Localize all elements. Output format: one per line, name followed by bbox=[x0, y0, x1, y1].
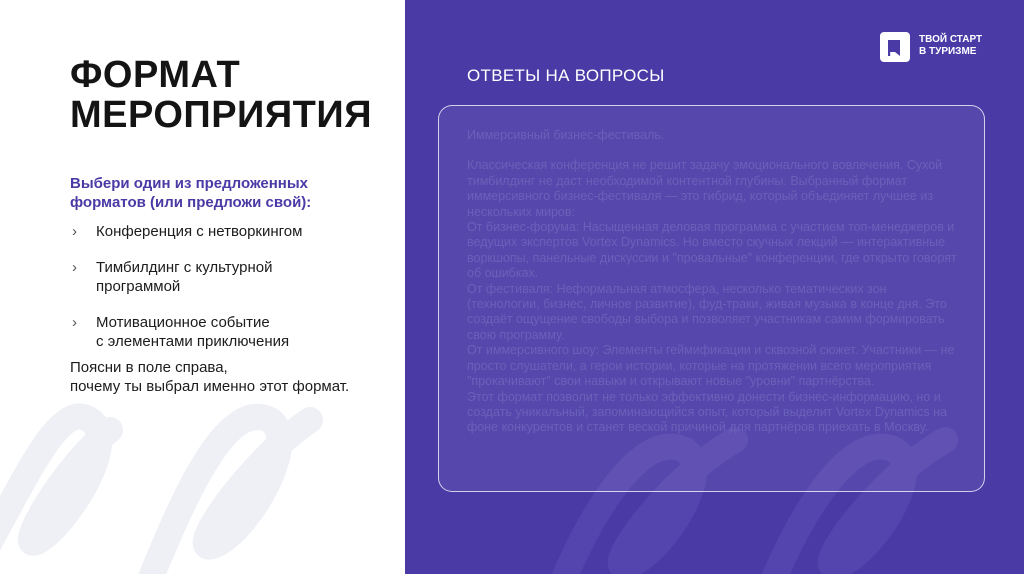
format-option-label: Конференция с нетворкингом bbox=[96, 223, 303, 240]
answer-text-field[interactable] bbox=[438, 105, 985, 492]
answer-point: От бизнес-форума: Насыщенная деловая программа с участием топ-менеджеров и ведущих экспертов Vortex Dynamics. Но вместо скучных лекций — интерактивные воркшопы, панельные дискуссии и "провальные" конференции, где открыто говорят об ошибках. bbox=[467, 220, 957, 281]
brand-logo-text bbox=[919, 34, 1019, 58]
brand-logo-line: В ТУРИЗМЕ bbox=[919, 46, 977, 57]
answer-intro: Иммерсивный бизнес-фестиваль. bbox=[467, 128, 665, 142]
answers-heading: ОТВЕТЫ НА ВОПРОСЫ bbox=[467, 66, 665, 85]
chevron-right-icon: › bbox=[72, 259, 77, 276]
format-options-list bbox=[70, 222, 380, 368]
answer-point: От иммерсивного шоу: Элементы геймификации и сквозной сюжет. Участники — не просто слушатели, а герои истории, которые на протяжении всего мероприятия "прокачивают" свои навыки и открывают новые "уровни" партнёрства. bbox=[467, 343, 955, 389]
format-option-label: программой bbox=[96, 278, 181, 295]
page-title-line: МЕРОПРИЯТИЯ bbox=[70, 94, 373, 136]
flag-logo-icon bbox=[880, 32, 910, 62]
format-option bbox=[70, 313, 380, 351]
format-option-label: с элементами приключения bbox=[96, 333, 290, 350]
right-panel bbox=[405, 0, 1024, 574]
answer-paragraph: Классическая конференция не решит задачу эмоционального вовлечения. Сухой тимбилдинг не даст необходимой контентной глубины. Выбранный формат иммерсивного бизнес-фестиваля — это гибрид, который объединяет лучшее из нескольких миров: bbox=[467, 158, 943, 219]
format-option bbox=[70, 258, 380, 296]
format-option-label: Мотивационное событие bbox=[96, 314, 270, 331]
format-option-label: Тимбилдинг с культурной bbox=[96, 259, 273, 276]
page-title bbox=[70, 55, 372, 135]
answer-point: Этот формат позволит не только эффективно донести бизнес-информацию, но и создать уникальный, запоминающийся опыт, который выделит Vortex Dynamics на фоне конкурентов и станет веской причиной для партнёров приехать в Москву. bbox=[467, 389, 947, 435]
page-title-line: ФОРМАТ bbox=[70, 54, 241, 96]
brand-logo bbox=[880, 32, 1020, 62]
chevron-right-icon: › bbox=[72, 314, 77, 331]
left-panel bbox=[0, 0, 405, 574]
format-option bbox=[70, 222, 380, 241]
brand-logo-line: ТВОЙ СТАРТ bbox=[919, 34, 983, 45]
answer-point: От фестиваля: Неформальная атмосфера, несколько тематических зон (технологии, бизнес, личное развитие), фуд-траки, живая музыка в конце дня. Это создаёт ощущение свободы выбора и позволяет участникам самим формировать свою программу. bbox=[467, 281, 947, 342]
chevron-right-icon: › bbox=[72, 223, 77, 240]
explain-instruction bbox=[70, 358, 390, 396]
explain-line: Поясни в поле справа, bbox=[70, 359, 228, 376]
instruction-subtitle: Выбери один из предложенных форматов (или предложи свой): bbox=[70, 175, 312, 211]
explain-line: почему ты выбрал именно этот формат. bbox=[70, 378, 350, 395]
